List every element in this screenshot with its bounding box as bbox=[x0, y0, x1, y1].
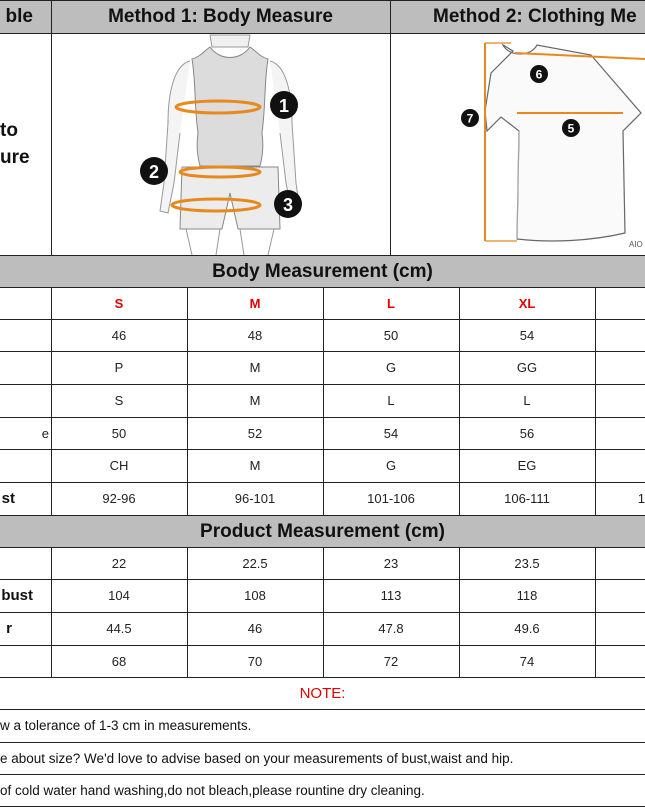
table-cell: 47.8 bbox=[378, 621, 404, 636]
tshirt-figure bbox=[391, 33, 645, 255]
marker-6 bbox=[530, 65, 548, 83]
table-cell: S bbox=[114, 393, 124, 408]
grid-line bbox=[187, 547, 188, 677]
method1-title: Method 1: Body Measure bbox=[108, 5, 333, 27]
table-cell: 118 bbox=[516, 588, 538, 603]
table-cell: 106-111 bbox=[504, 491, 550, 506]
marker-3 bbox=[274, 190, 302, 218]
row-label: bust bbox=[1, 587, 33, 604]
grid-line bbox=[0, 0, 645, 1]
grid-line bbox=[0, 709, 645, 710]
product-measurement-title bbox=[0, 516, 645, 547]
table-cell: 22.5 bbox=[242, 555, 268, 571]
grid-line bbox=[0, 515, 645, 516]
table-cell: 1 bbox=[637, 491, 645, 506]
table-cell: 104 bbox=[108, 588, 130, 603]
table-cell: M bbox=[249, 393, 261, 408]
svg-text:7: 7 bbox=[466, 111, 474, 126]
table-cell: 23 bbox=[383, 555, 399, 571]
table-cell: GG bbox=[516, 360, 538, 375]
table-cell: P bbox=[114, 360, 124, 375]
how-to-text-line1: to bbox=[0, 120, 18, 141]
body-figure bbox=[130, 33, 330, 255]
marker-1 bbox=[270, 91, 298, 119]
table-cell: 72 bbox=[383, 653, 399, 669]
how-to-text-line2: ure bbox=[0, 147, 30, 168]
grid-line bbox=[0, 677, 645, 678]
table-cell: 48 bbox=[247, 327, 263, 343]
table-cell: 49.6 bbox=[514, 621, 540, 636]
table-cell: 50 bbox=[383, 327, 399, 343]
table-cell: 74 bbox=[519, 653, 535, 669]
table-cell: CH bbox=[109, 458, 129, 473]
table-cell: 56 bbox=[519, 425, 535, 441]
table-cell: 22 bbox=[111, 555, 127, 571]
note-line-2: e about size? We'd love to advise based on your measurements of bust,waist and hip. bbox=[0, 750, 514, 766]
grid-line bbox=[0, 742, 645, 743]
table-cell: EG bbox=[517, 458, 537, 473]
marker-2 bbox=[140, 157, 168, 185]
table-cell: 96-101 bbox=[234, 491, 276, 506]
table-cell: 70 bbox=[247, 653, 263, 669]
how-to-measure-cell bbox=[0, 33, 51, 255]
note-title: NOTE: bbox=[299, 684, 346, 702]
table-cell: 68 bbox=[111, 653, 127, 669]
grid-line bbox=[51, 0, 52, 255]
table-cell: 54 bbox=[383, 425, 399, 441]
table-cell: 54 bbox=[519, 327, 535, 343]
size-header-l: L bbox=[387, 295, 395, 311]
table-cell: 44.5 bbox=[106, 621, 132, 636]
grid-line bbox=[187, 287, 188, 515]
header-cell-table bbox=[0, 0, 51, 33]
table-cell: 101-106 bbox=[367, 491, 415, 506]
body-measurement-title-text: Body Measurement (cm) bbox=[212, 260, 433, 282]
svg-text:3: 3 bbox=[282, 195, 294, 215]
table-cell: 113 bbox=[380, 588, 402, 603]
grid-line bbox=[323, 547, 324, 677]
svg-text:6: 6 bbox=[535, 67, 543, 82]
grid-line bbox=[459, 287, 460, 515]
grid-line bbox=[595, 287, 596, 515]
tank-top bbox=[192, 47, 268, 166]
table-cell: L bbox=[387, 393, 395, 408]
grid-line bbox=[0, 33, 645, 34]
grid-line bbox=[51, 287, 52, 515]
grid-line bbox=[459, 547, 460, 677]
table-cell: M bbox=[249, 458, 261, 473]
table-cell: M bbox=[249, 360, 261, 375]
table-cell: L bbox=[523, 393, 531, 408]
svg-text:5: 5 bbox=[567, 121, 575, 136]
note-line-1: w a tolerance of 1-3 cm in measurements. bbox=[0, 718, 252, 733]
table-cell: G bbox=[385, 458, 397, 473]
grid-line bbox=[323, 287, 324, 515]
row-label: e bbox=[41, 425, 49, 441]
size-header-m: M bbox=[249, 295, 261, 311]
svg-text:2: 2 bbox=[148, 162, 160, 182]
table-cell: 23.5 bbox=[514, 555, 540, 571]
method2-title: Method 2: Clothing Me bbox=[433, 5, 637, 27]
marker-7 bbox=[461, 109, 479, 127]
table-cell: 108 bbox=[244, 588, 266, 603]
size-header-s: S bbox=[114, 295, 124, 311]
svg-text:1: 1 bbox=[278, 96, 290, 116]
header-cell-method2 bbox=[390, 0, 645, 33]
row-label: st bbox=[1, 490, 15, 507]
note-line-3: of cold water hand washing,do not bleach,please rountine dry cleaning. bbox=[0, 783, 425, 798]
body-measurement-title bbox=[0, 256, 645, 287]
grid-line bbox=[0, 255, 645, 256]
row-label: r bbox=[6, 620, 12, 637]
table-cell: 50 bbox=[111, 425, 127, 441]
table-cell: 92-96 bbox=[102, 491, 136, 506]
marker-5 bbox=[562, 119, 580, 137]
grid-line bbox=[390, 0, 391, 255]
product-measurement-title-text: Product Measurement (cm) bbox=[200, 520, 445, 542]
table-cell: 46 bbox=[111, 327, 127, 343]
clothing-code: AIO bbox=[629, 240, 643, 249]
table-cell: G bbox=[385, 360, 397, 375]
size-header-xl: XL bbox=[518, 295, 536, 311]
grid-line bbox=[595, 547, 596, 677]
table-cell: 52 bbox=[247, 425, 263, 441]
header-table-label: ble bbox=[5, 5, 33, 27]
grid-line bbox=[51, 547, 52, 677]
grid-line bbox=[0, 774, 645, 775]
table-cell: 46 bbox=[247, 621, 263, 636]
header-cell-method1 bbox=[51, 0, 390, 33]
